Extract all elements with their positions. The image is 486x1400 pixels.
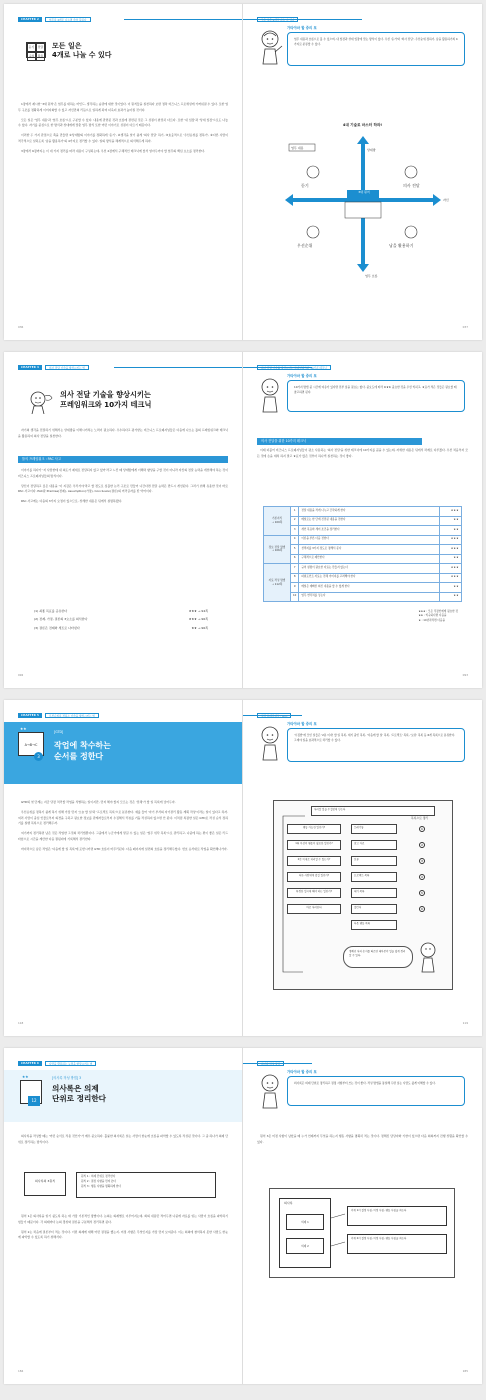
chapter-title: 의사 전달 기술을 향상시키는 법: [45, 365, 89, 370]
flow-decision: 특정한 일시에 해야 하는 일인가?: [287, 888, 341, 898]
mentor-character-icon: [255, 1072, 285, 1110]
chapter-title: 모든 일은 4개로 나눌 수 있다: [257, 17, 298, 22]
header-rule: [243, 19, 362, 20]
result-label: 목록으로 정리: [411, 816, 429, 820]
table-row: 정보 전달 방법 → 106쪽 4 이론을 부른 다음 전한다 ★★★: [264, 535, 462, 545]
step-number: ②: [420, 843, 424, 847]
header-rule: [243, 715, 302, 716]
step-number: ⑤: [420, 891, 424, 895]
chapter-tag: CHAPTER 6: [18, 1061, 42, 1066]
minutes-card: 의사록의 3원칙: [24, 1172, 66, 1196]
star-legend: ★★★ : 모든 직장인에게 필요한 것 ★★ : 익숙하다면 다음을 ★ : 10년차라면 다음을: [418, 610, 458, 622]
flow-outcome: 참고 자료: [351, 840, 397, 850]
flow-outcome: 보류: [351, 856, 397, 866]
difficulty-stars: ★★: [22, 1075, 29, 1079]
list-item: (2) 전제, 가정, 결론의 3요소를 의식한다 ★★★ → 96쪽: [34, 617, 208, 622]
body-text: 1장에서 제시한 '3대 원칙'은 업무를 대하는 마인드, 생각하는 습관에 대한 것이었다. 이 원칙들을 실천하다 보면 점차 비즈니스 프로세싱에 가까워질 수 있다. 또한 업무 구조를 정확하게 이미지화할 수 있고 자신만의 리듬으로 일하게 되며 더욱더 효과가 높아질 것이다. 모든 일은 '업무 내용'과 '업무 호름'으로 구분할 수 있다. 내용에 관련된 것과 흐름에 관련된 것은 그 성질이 완전히 다르다. 또한 '내 입장'과 '상대 입장'으로도 나눌 수 있다. 자기를 중심으로 한 방식과 상대에게 맞춘 업무 방식 또한 어떤 이야기로 성질이 다르기 때문이다. 이러한 두 가지 관점으로 축을 만들면 ①상대방의 이야기를 정확하게 '듣기', ②생각을 알기 쉽게 '의사 전달' 하기, ③효율적으로 '우선순위를 정하기', ④다른 사람이 적극적으로 일하도록 '남을 활용하기'의 4가지로 정리할 수 있다. 일의 방식을 체계적으로 의식해두게 하자. 3장에서 6장까지는 이 네 가지 정리를 따라 내용이 구성되는데, 우선 2장에서 구체적인 테크닉에 앞서 알아두어야 할 업무의 핵심 요소를 정리한다.: [18, 102, 228, 153]
center-label: 3대 원칙: [358, 190, 370, 194]
page-title: 의사 전달 기술을 향상시키는 프레임워크와 10가지 테크닉: [60, 390, 152, 409]
page-number: 118: [18, 1021, 24, 1026]
header-rule: [124, 19, 242, 20]
page-037: [243, 4, 482, 340]
spread-1: [4, 4, 482, 340]
list-item: (3) 결론은 전제와 세트로 나타낸다 ★★ → 96쪽: [34, 625, 208, 630]
page-185: [243, 1048, 482, 1384]
table-row: 3 개인 목표와 세미 조건을 정리한다 ★★: [264, 526, 462, 536]
page-number: 093: [462, 673, 468, 678]
flow-outcome: 대기 목록: [351, 888, 397, 898]
page-119: [243, 700, 482, 1036]
figure-caption: 4대 기술로 마스터 하라!: [342, 123, 383, 127]
mentor-character-icon: [255, 724, 285, 762]
table-row: 5 선택지를 3가지 정도로 정해서 준다 ★★★: [264, 545, 462, 555]
chapter-title: 입력 프레임워크 : GTD: [257, 713, 291, 718]
chapter-tag: CHAPTER 2: [18, 17, 42, 22]
table-row: 10 업무 연락처를 넣는다 ★★: [264, 592, 462, 602]
body-text: 의사록을 작성할 때는 '어떤 순서로 작용 것인가'가 매우 중요하다. 훌륭한 의사록은 읽는 사람이 한눈에 흐름을 파악할 수 있도록 작성된 것이다. 그 중 하나가 의제 단위로 정리하는 방식이다.: [18, 1134, 228, 1144]
four-quadrant-icon: 듣기 전달 숙려 활용: [26, 42, 46, 58]
flow-outcome: 다음 행동 목록: [351, 920, 397, 930]
body-text: 자기의 생각을 전달하기 위해서는 상대방을 이해시키려는 노력이 필요하다. 우수하다고 평가받는 비즈니스 프로페셔널들은 다음에 나오는 틀의 프레임워크와 테크닉을 활용하여 의사 전달을 실천한다.: [18, 428, 228, 438]
page-number: 119: [462, 1021, 468, 1026]
page-number: 036: [18, 325, 24, 330]
spread-4: [4, 1048, 482, 1384]
four-skills-diagram: [283, 132, 443, 282]
page-title: 작업에 착수하는 순서를 정한다: [54, 741, 111, 761]
agenda-item: 의제 1: [286, 1214, 324, 1230]
mentor-character-icon: [255, 376, 285, 414]
minutes-document: 의사록 의제 1 의제 2: [279, 1198, 331, 1268]
section-title-bar: 의사 전달을 위한 10가지 테크닉: [257, 438, 422, 445]
chapter-title: 업무를 4개로 나누면 술술 풀린다: [45, 17, 91, 22]
chapter-title: 의사 전달 기술을 향상시키는 프레임워크와 10가지 테크닉: [257, 365, 331, 370]
quadrant-priority: 우선순위: [297, 243, 313, 248]
quadrant-listen: 듣기: [301, 183, 309, 188]
agenda-note: 의제 2의 결정 사항, 미정 사항, 행동 사항을 적는다: [347, 1234, 447, 1254]
header-rule: [114, 367, 242, 368]
page-number: 037: [462, 325, 468, 330]
axis-label-flow: 업무 흐름: [365, 274, 378, 278]
speech-bubble: 정해진 처리 순서를 따르면 대부분의 일을 쉽게 정리할 수 있다.: [343, 946, 413, 968]
page-093: [243, 352, 482, 688]
list-item: (1) 최종 목표를 공유한다 ★★★ → 94쪽: [34, 609, 208, 613]
note-label: 가타야마 할 중의 포: [287, 722, 317, 726]
quadrant-convey: 의사 전달: [403, 183, 420, 188]
page-number: 092: [18, 673, 24, 678]
subhead-bar: 틀의 프레임워크 : PAC 사고: [18, 456, 228, 463]
flow-decision: 1회 이상의 행동이 필요한 일인가?: [287, 840, 341, 850]
axis-label-content: 업무 내용: [291, 146, 304, 150]
axis-label-self: 자신: [443, 198, 449, 202]
note-box: 10가지 방법 중 시간에 여유가 있다면 전부 읽을 필요는 없다. 중요도에 따라 ★★★ 중요한 것을 우선 익히고, ★표가 적은 것들은 필요할 때 참고하면 된다.: [287, 380, 465, 412]
table-row: 9 메일은 재빠른 회신 내용을 할 수 있게 한다 ★★: [264, 583, 462, 593]
topic-kicker: [의사록 작성 방법] 3: [52, 1076, 82, 1080]
page-092: [4, 352, 243, 688]
principles-box: 원칙 1 : 의제 단위로 정리한다 원칙 2 : 결정 사항을 먼저 쓴다 원칙 3 : 행동 사항을 명확하게 한다: [76, 1172, 216, 1198]
quadrant-delegate: 남을 활용하기: [389, 243, 414, 248]
agenda-item: 의제 2: [286, 1238, 324, 1254]
spread-2: [4, 352, 482, 688]
note-box: 업무 내용과 흐름으로 볼 수 있으며, 내 입장과 상대 입장에 맞는 방식이 있다. 우선 '듣기'와 '의사 전달', 우선순위 정하기, 남을 활용하기의 4가지로 분류할 수 있다.: [287, 32, 465, 66]
flow-outcome: 캘린더: [351, 904, 397, 914]
step-number: ④: [420, 875, 424, 879]
flow-decision: 2분 이내로 처리할 수 있는가?: [287, 856, 341, 866]
step-number: ⑥: [420, 907, 424, 911]
chapter-title: 의사록 작성 방법: [257, 1061, 284, 1066]
chapter-tag: CHAPTER 4: [18, 365, 42, 370]
step-number: ①: [420, 827, 424, 831]
body-text-2: 이야기를 하다가 '저 사람한테 내 의도가 제대로 전달되지 않고 있어'라고 느낀 때 상대방에게 이해력 향상을 구할 것이 아니라 자신의 전달 능력을 개선해야 하는 것이 비즈니스 프로페셔널들의 방식이다. 당신이 전달하고 싶은 내용을 '이 지갑은 우리거야'라고 할 정도로 심플한 논리 구조로 만들어 나간다면 전달 능력은 반드시 개선된다. 그러기 위해 유용한 것이 바로 PAC 사고이다. PAC란 Premise(전제), Assumption(가정), Conclusion(결론)의 머리글자를 딴 약어이다. PAC 사고에는 다음의 3가지 요점이 있으므로, 상세한 내용은 뒤에서 설명하겠다.: [18, 468, 229, 504]
flow-decision: 다른 사람에게 맡길 일인가?: [287, 872, 341, 882]
page-036: [4, 4, 243, 340]
thinking-character-icon: [415, 940, 441, 974]
topic-badge: A→B→C: [18, 732, 44, 756]
note-box: '수집함'에 모인 일들은 '2분 이내' 할 일 목록, 대기 중인 목록, '다음에 할 일' 목록, '프로젝트' 목록, '보류' 목록 등 6개 목록으로 분류한다. 그래야 일을 효과적으로 처리할 수 있다.: [287, 728, 465, 762]
page-184: [4, 1048, 243, 1384]
page-118: [4, 700, 243, 1036]
chapter-tag: CHAPTER 5: [18, 713, 42, 718]
difficulty-stars: ★★: [20, 727, 27, 731]
page-title: 모든 일은 4개로 나눌 수 있다: [52, 42, 112, 59]
flow-decision: 바로 처리한다: [287, 904, 341, 914]
body-text: GTD의 첫 단계는 지금 당장 처리할 작업을 식별하는 일이지만, 먼저 해야 할지 모르는 것은 '전체'가 할 일 목록에 넣어두자. 우선순위를 정하기 쉽게 하기 위해 가장 먼저 '오늘 할 일'과 '프로젝트 목록'으로 분류한다. 예를 들어 '자기 부서의 자기관리 활동 계획 작성'이라는 일이 있다고 치자. 여러 사람이 중심 인물로부터 의견을 구하고 필요한 정보를 관계자들로부터 수집해서 리뷰를 거듭 작성하지 않으면 안 된다. 이처럼 복잡한 일은 GTD로 작성 순서 정하기를 실행 목록으로 정리해두자. 여기까지 정리하면 남은 것은 작업한 그것의 처리법뿐이다. 그중에서 누군가에게 맡길 수 있는 일은 '업무 위탁 목록'으로 관리하고, 나중에 하는 편이 좋은 일은 리드 타임으로 시간을 계산한 다음 캘린더에 기록해서 관리한다. 마지막으로 남은 작업은 '다음에 할 일 목록'에 포함시키면 GTD 흐름이 마무리된다. 다음 페이지에 일련의 흐름을 정리해두었다. 번호 순서대로 작업을 확인해나가자.: [18, 800, 228, 851]
page-number: 185: [462, 1369, 468, 1374]
topic-number: 12: [28, 1096, 40, 1106]
chapter-title: 우선순위를 정하는 기술을 향상시키는 법: [45, 713, 99, 718]
speaker-character-icon: [28, 390, 54, 414]
chapter-title: 사람을 활용하는 능력을 향상시키는 법: [45, 1061, 96, 1066]
agenda-note: 의제 1의 결정 사항, 미정 사항, 행동 사항을 적는다: [347, 1206, 447, 1226]
flow-outcome: 프로젝트 목록: [351, 872, 397, 882]
header-rule: [243, 1063, 312, 1064]
table-row: 6 구체적으로 제안한다 ★★: [264, 554, 462, 564]
page-number: 184: [18, 1369, 24, 1374]
technique-table: [263, 506, 462, 602]
pac-checklist: [34, 606, 208, 634]
mentor-character-icon: [255, 28, 285, 66]
spread-3: [4, 700, 482, 1036]
body-text: 원칙 3은 미정 사항이 남았을 때 누가 언제까지 무엇을 하는지 행동 사항을 명확히 적는 것이다. 정해진 담당자와 기한이 있으면 다음 회의까지 진행 상황을 확인할 수 있다.: [257, 1134, 468, 1144]
header-rule: [243, 367, 312, 368]
axis-label-other: 상대방: [367, 148, 376, 152]
step-number: ③: [420, 859, 424, 863]
table-row: 8 파워포인트 자료는 전체 이미지를 고려해야 한다 ★★★: [264, 573, 462, 583]
page-title: 의사록은 의제 단위로 정리한다: [52, 1084, 106, 1103]
table-row: 자료 작성 방법 → 112쪽 7 규칙 설명이 필요한 자료는 만들지 않는다 ★★★: [264, 564, 462, 574]
note-label: 가타야마 할 중의 포: [287, 374, 317, 378]
connector-arrows: [329, 1208, 349, 1258]
flow-decision: 행동 가능한 일인가?: [287, 824, 341, 834]
note-box: 의사록은 의제 단위로 정리하고 결정 사항부터 쓰는 것이 좋다. 작성 방법을 통일해 두면 읽는 사람도 쉽게 이해할 수 있다.: [287, 1076, 465, 1106]
table-row: 2 메일로는 한 단계 진전된 내용을 전한다 ★★: [264, 516, 462, 526]
flow-step: 처리할 일을 수집함에 넣는다: [311, 806, 435, 816]
body-text-2: 원칙 1은 의사록을 읽기 쉽도록 하는 데 가장 기본적인 방법이다. 논의는 의제별로 이루어지는데, 회의 내용만 적어두면 나중에 자료를 읽는 사람이 흐름을 파악하기 힘들기 때문이다. 각 의제마다 논의 경위와 결론을 구분해서 정리하면 된다. 원칙 2는 처음에 결론부터 적는 것이다. 이런 의제에 대해 어떤 결정을 했는지, 미정 사항은 무엇인지를 가장 먼저 보여준다. 이는 회의에 참석하지 못한 사람도 한눈에 파악할 수 있도록 하기 위해서다.: [18, 1214, 228, 1240]
note-label: 가타야마 할 중의 포: [287, 1070, 317, 1074]
topic-kicker: [GTD]: [54, 730, 64, 734]
flow-outcome: 쓰레기통: [351, 824, 397, 834]
table-row: 기본지식 → 100쪽 1 전달 내용을 작게 나누고 간략하게 한다 ★★★: [264, 507, 462, 517]
note-label: 가타야마 할 중의 포: [287, 26, 317, 30]
intro-text: 이제 더불어 비즈니스 프로페셔널들이 평소 사용하는 '의사 전달'을 위한 테크닉에 10가지를 꼽을 수 있는데, 자세한 내용은 뒤에서 차례로 다루겠다. 우선 처음부터 모든 것에 손을 대려 하지 말고 ★표가 많은 것부터 하나씩 실천하는 것이 좋다.: [257, 448, 468, 458]
topic-number: 3: [34, 752, 43, 761]
